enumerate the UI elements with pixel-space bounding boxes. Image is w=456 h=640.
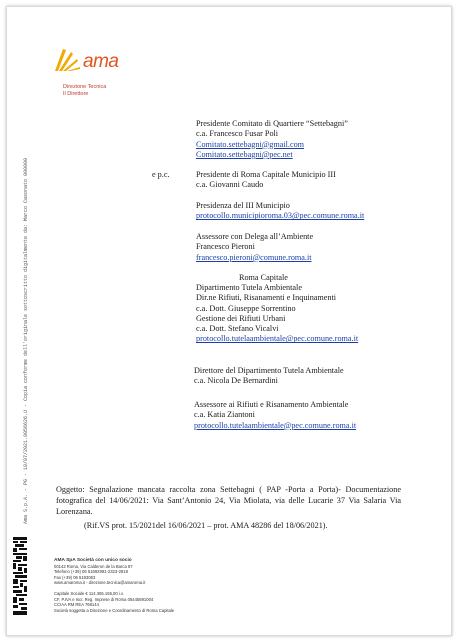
footer-line: CCIAA RM REA 768144: [54, 602, 99, 608]
recipient-committee: Presidente Comitato di Quartiere “Settebagni” c.a. Francesco Fusar Poli Comitato.settebagni@gmail.com Comitato.settebagni@pec.net: [196, 119, 348, 159]
footer-line: Telefono (+39) 06 51692991-2323-2918: [54, 569, 128, 575]
email-link[interactable]: Comitato.settebagni@pec.net: [196, 149, 293, 159]
email-link[interactable]: francesco.pieroni@comune.roma.it: [196, 252, 312, 262]
recipient-municipio-presidency: Presidenza del III Municipio protocollo.municipioroma.03@pec.comune.roma.it: [196, 201, 365, 221]
department-label: [63, 84, 106, 98]
footer-line: CF, P.IVA e Iscr. Reg. Imprese di Roma 05445891004: [54, 596, 154, 602]
footer-line: Capitale Sociale € 114.365.165,00 i.v.: [54, 590, 124, 596]
company-name: AMA SpA Società con unico socio: [54, 558, 132, 563]
footer-line: Società soggetta a Direzione e Coordinamento di Roma Capitale: [54, 607, 175, 613]
footer-line: Fax (+39) 06 5193063: [54, 574, 96, 580]
recipient-waste-assessor: Assessore ai Rifiuti e Risanamento Ambientale c.a. Katia Ziantoni protocollo.tutelaambientale@pec.comune.roma.it: [194, 400, 357, 430]
email-link[interactable]: Comitato.settebagni@gmail.com: [196, 139, 305, 149]
dept-line: Il Direttore: [63, 91, 89, 97]
recipient-environment-assessor: Assessore con Delega all’Ambiente Francesco Pieroni francesco.pieroni@comune.roma.it: [196, 232, 314, 262]
company-footer: [54, 558, 174, 613]
recipient-municipio-president: Presidente di Roma Capitale Municipio III c.a. Giovanni Caudo: [196, 170, 336, 190]
epc-label: e p.c.: [152, 170, 170, 179]
recipient-environment-department: Dipartimento Tutela Ambientale Dir.ne Rifiuti, Risanamenti e Inquinamenti c.a. Dott. Giuseppe Sorrentino Gestione dei Rifiuti Urbani c.a. Dott. Stefano Vicalvi protocollo.tutelaambientale@pec.comune.roma.it: [196, 283, 359, 344]
email-link[interactable]: protocollo.tutelaambientale@pec.comune.roma.it: [194, 420, 357, 430]
letter-reference: (Rif.VS prot. 15/2021del 16/06/2021 – prot. AMA 48286 del 18/06/2021).: [84, 521, 328, 530]
brand-name: ama: [83, 51, 119, 72]
roma-capitale-title: Roma Capitale: [239, 273, 288, 282]
sun-rays-icon: [53, 47, 81, 73]
footer-line: www.amaroma.it - direzione.tecnica@amaroma.it: [54, 580, 146, 586]
recipient-department-director: Direttore del Dipartimento Tutela Ambientale c.a. Nicola De Bernardini: [194, 366, 344, 386]
letter-page: [6, 6, 452, 636]
signature-stamp-vertical: Ama S.p.A. - PG - 18/07/2021.0056626.U - Copia conforme dell'originale sottoscritto digitalmente da: Marco Casonato 000000: [23, 157, 29, 524]
email-link[interactable]: protocollo.municipioroma.03@pec.comune.roma.it: [196, 211, 365, 221]
dept-line: Direzione Tecnica: [63, 84, 107, 90]
email-link[interactable]: protocollo.tutelaambientale@pec.comune.roma.it: [196, 334, 359, 344]
barcode-icon: [13, 537, 27, 615]
footer-line: 00142 Roma, Via Calderon de la Barca 87: [54, 563, 133, 569]
letter-subject: Oggetto: Segnalazione mancata raccolta zona Settebagni ( PAP -Porta a Porta)- Documentazione fotografica del 14/06/2021: Via Sant’Antonio 24, Via Miolata, via delle Lucarie 37 Via Salaria Via Lorenzana.: [56, 485, 401, 516]
